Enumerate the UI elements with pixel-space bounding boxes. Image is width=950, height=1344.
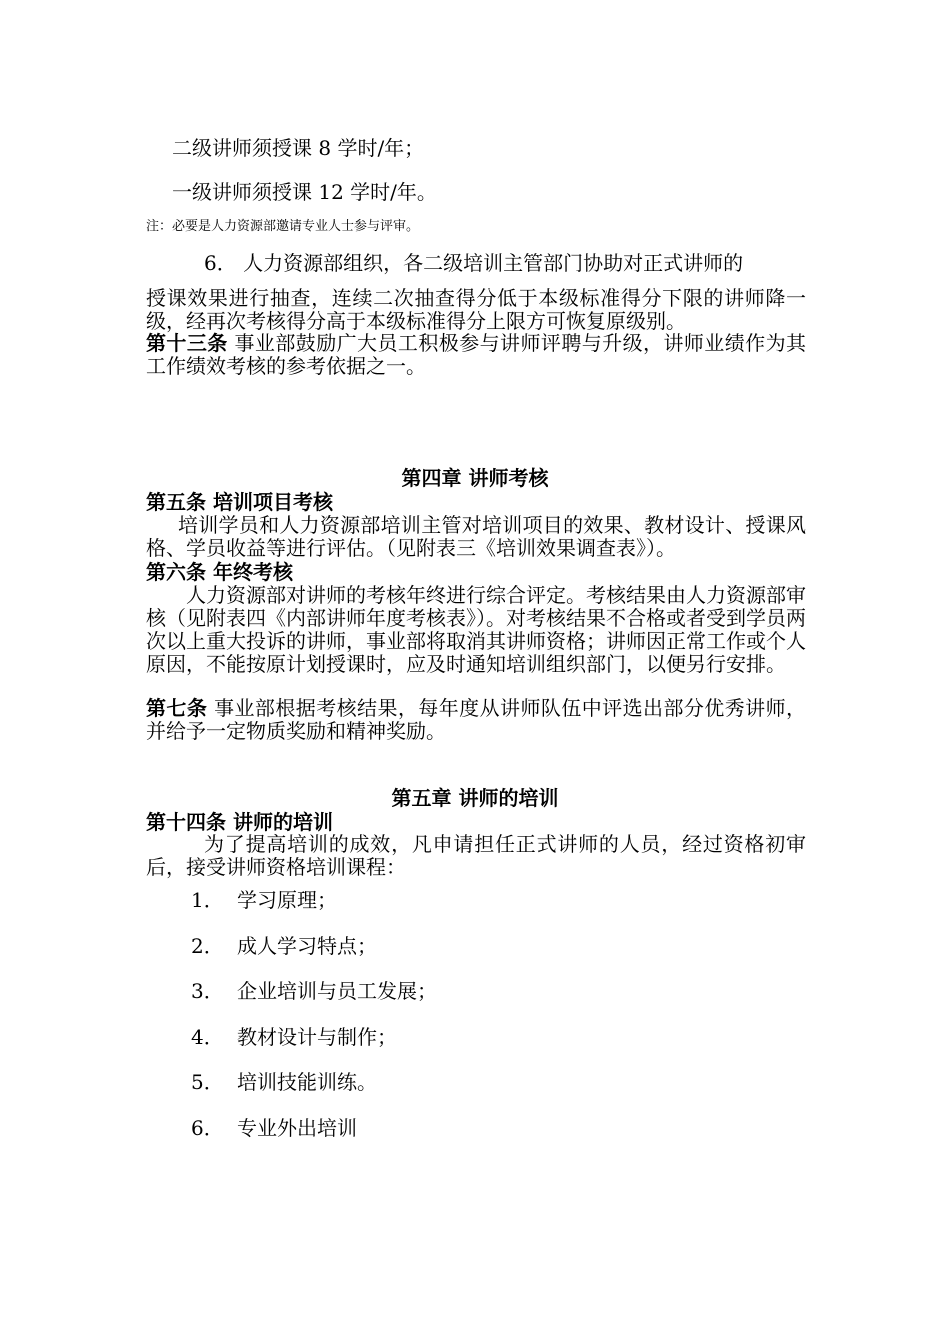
article-14-title: 第十四条 讲师的培训: [146, 810, 333, 834]
course-list-item: [191, 934, 377, 958]
course-text: 专业外出培训: [237, 1116, 357, 1140]
course-list-item: [191, 1116, 357, 1140]
course-number: 2．: [191, 934, 224, 958]
article-6-paragraph: 人力资源部对讲师的考核年终进行综合评定。考核结果由人力资源部审核（见附表四《内部讲师年度考核表》）。对考核结果不合格或者受到学员两次以上重大投诉的讲师，事业部将取消其讲师资格；讲师因正常工作或个人原因，不能按原计划授课时，应及时通知培训组织部门，以便另行安排。: [146, 583, 806, 676]
article-7-paragraph: [146, 697, 806, 743]
course-text: 企业培训与员工发展；: [237, 979, 437, 1003]
chapter-5-title: 第五章 讲师的培训: [391, 786, 559, 810]
article-7-text: 事业部根据考核结果，每年度从讲师队伍中评选出部分优秀讲师，并给予一定物质奖励和精神奖励。: [146, 696, 807, 743]
article-6-title: 第六条 年终考核: [146, 560, 293, 584]
course-list-item: [191, 1025, 397, 1049]
course-number: 4．: [191, 1025, 224, 1049]
article-7-title: 第七条: [146, 696, 208, 720]
teacher-level-1-hours: 一级讲师须授课 12 学时/年。: [172, 180, 437, 204]
course-text: 学习原理；: [237, 888, 337, 912]
course-text: 成人学习特点；: [237, 934, 377, 958]
chapter-4-title: 第四章 讲师考核: [401, 466, 549, 490]
course-number: 6．: [191, 1116, 224, 1140]
course-number: 3．: [191, 979, 224, 1003]
article-5-title: 第五条 培训项目考核: [146, 490, 333, 514]
teacher-level-2-hours: 二级讲师须授课 8 学时/年；: [172, 136, 425, 160]
course-list-item: [191, 1070, 377, 1094]
article-13-title: 第十三条: [146, 331, 228, 355]
article-13-text: 事业部鼓励广大员工积极参与讲师评聘与升级，讲师业绩作为其工作绩效考核的参考依据之一。: [146, 331, 807, 378]
article-5-paragraph: 培训学员和人力资源部培训主管对培训项目的效果、教材设计、授课风格、学员收益等进行评估。（见附表三《培训效果调查表》）。: [146, 513, 806, 560]
course-list-item: [191, 888, 337, 912]
item-6-paragraph: 授课效果进行抽查，连续二次抽查得分低于本级标准得分下限的讲师降一级，经再次考核得分高于本级标准得分上限方可恢复原级别。: [146, 286, 806, 333]
note-text: 注：必要是人力资源部邀请专业人士参与评审。: [146, 219, 420, 234]
course-text: 培训技能训练。: [237, 1070, 377, 1094]
article-14-paragraph: 为了提高培训的成效，凡申请担任正式讲师的人员，经过资格初审后，接受讲师资格培训课程：: [146, 832, 806, 879]
course-list-item: [191, 979, 437, 1003]
article-13-paragraph: [146, 332, 806, 378]
course-number: 5．: [191, 1070, 224, 1094]
course-text: 教材设计与制作；: [237, 1025, 397, 1049]
item-6-first-line: 6． 人力资源部组织，各二级培训主管部门协助对正式讲师的: [204, 251, 744, 275]
course-number: 1．: [191, 888, 224, 912]
